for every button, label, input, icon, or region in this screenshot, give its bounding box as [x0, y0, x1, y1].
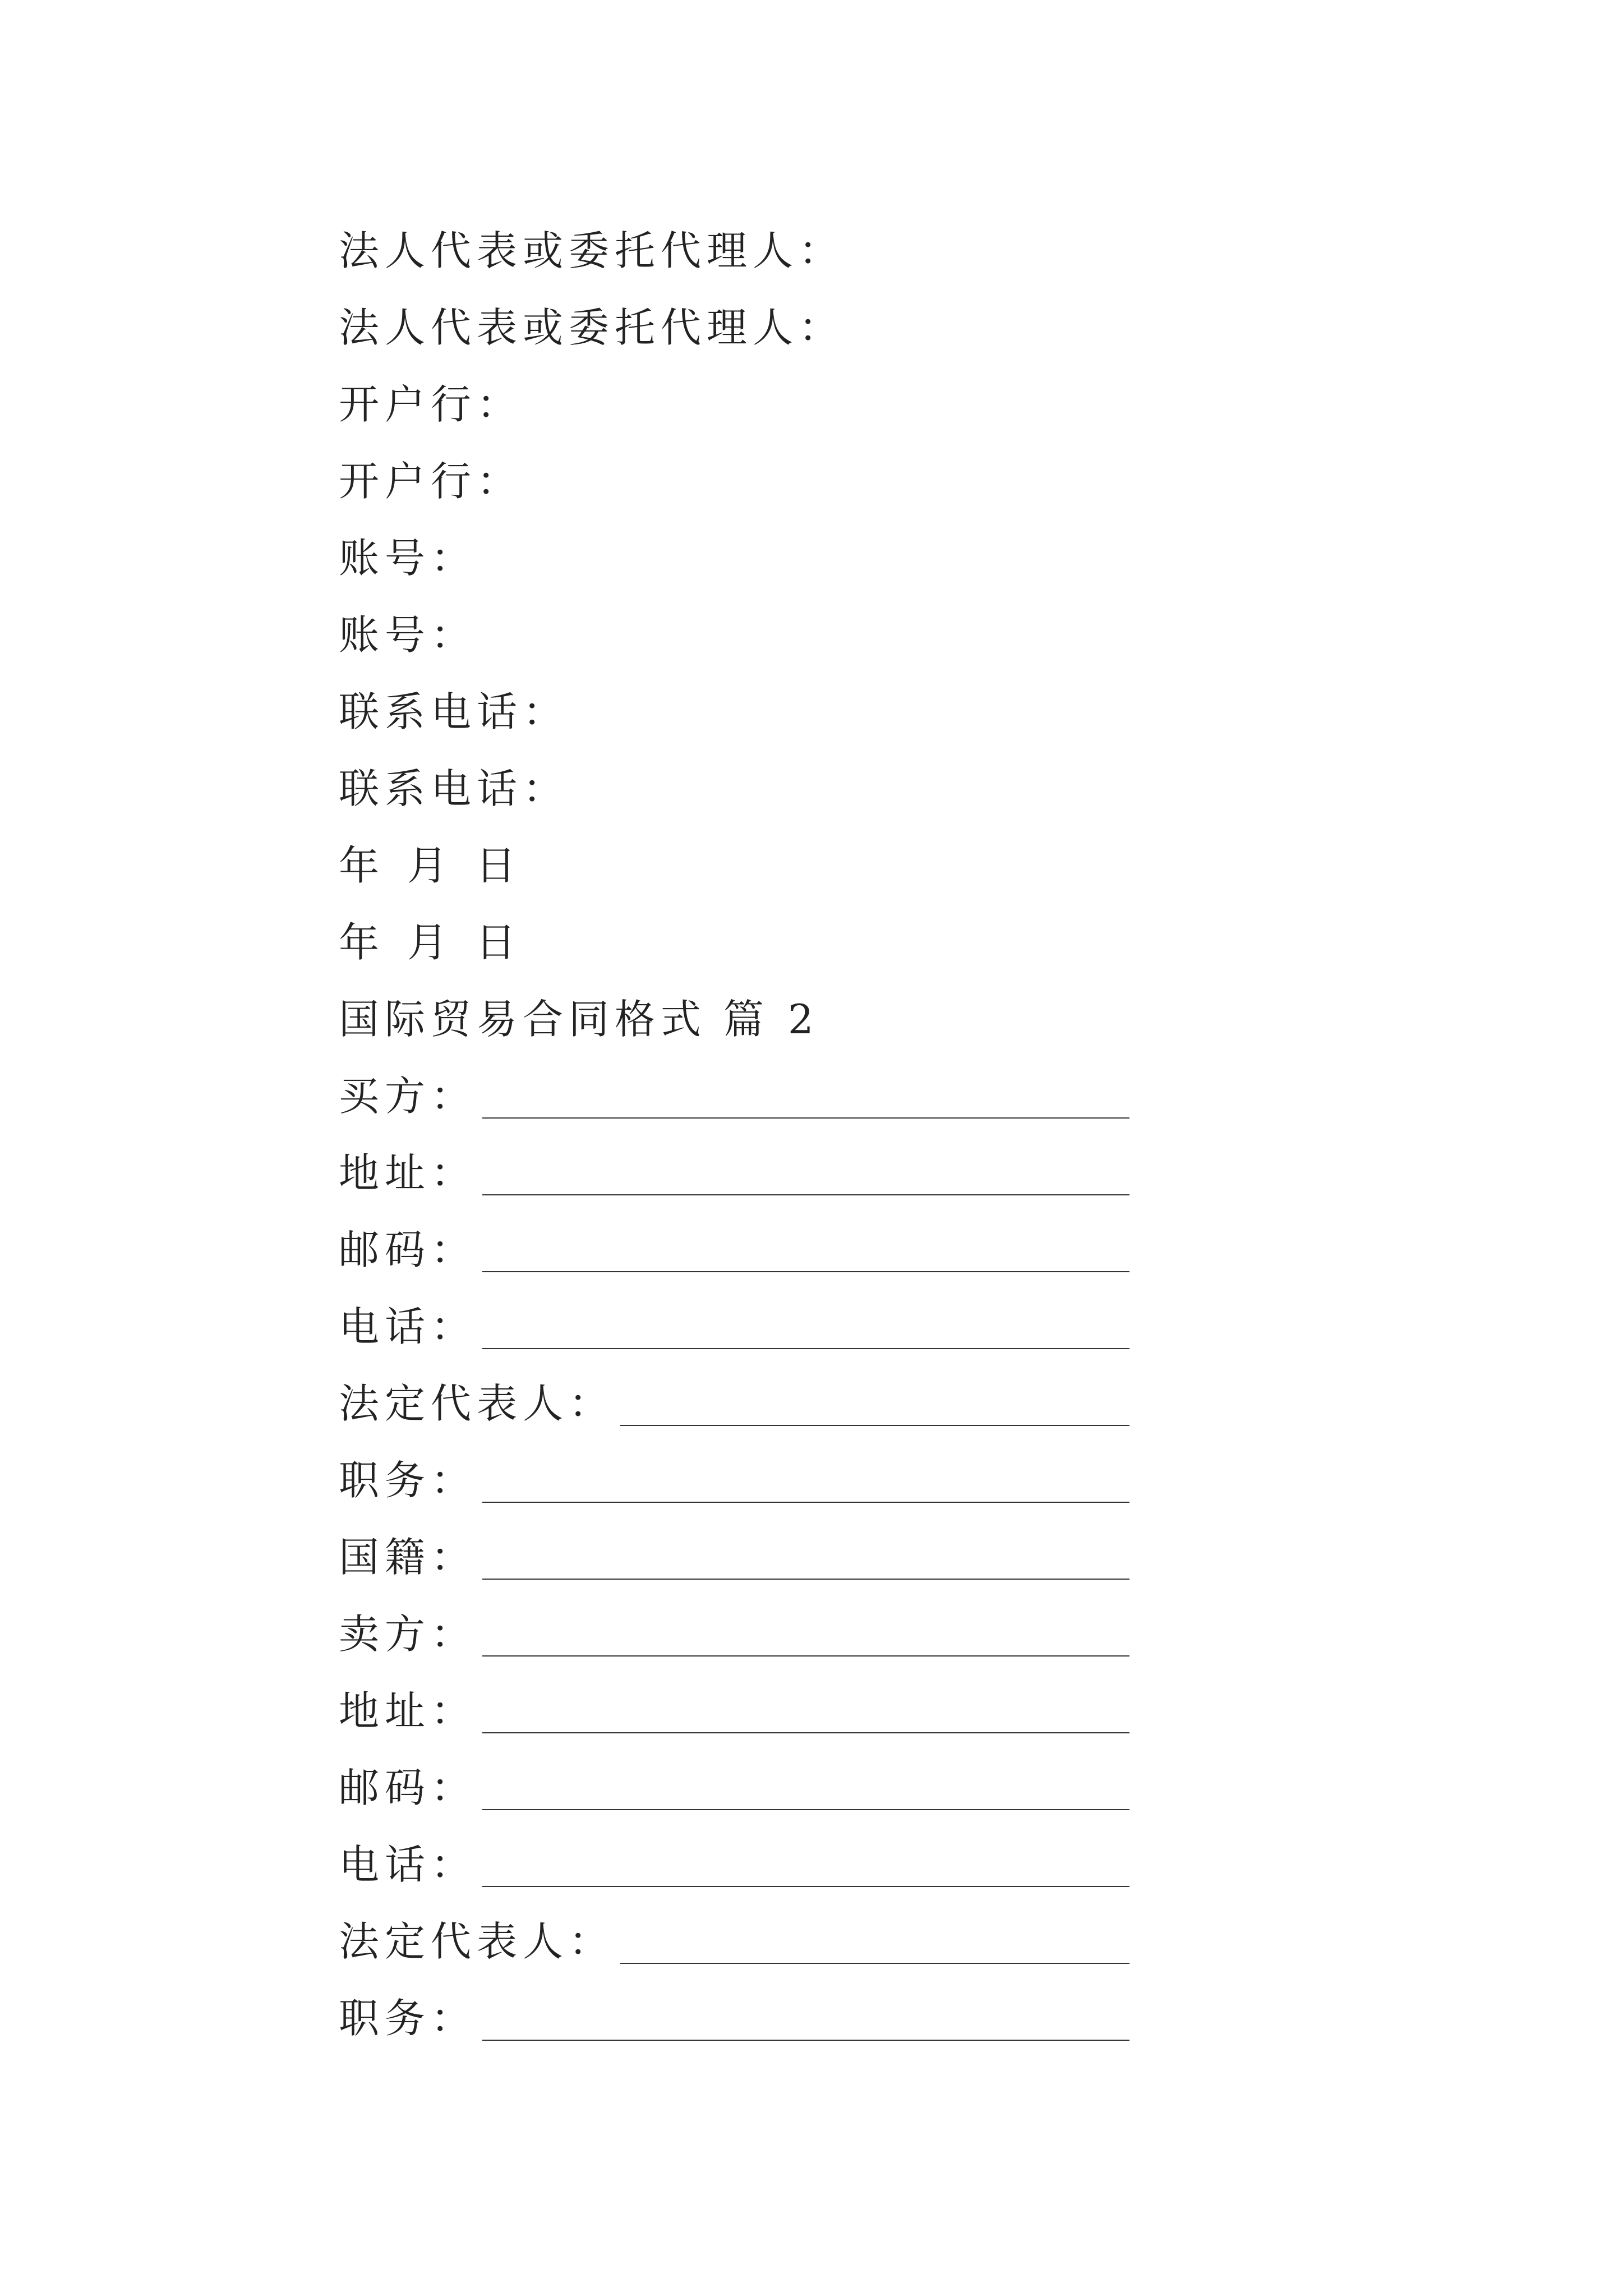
- field-label: 职务：: [339, 1994, 477, 2042]
- fill-in-blank[interactable]: [620, 1386, 1129, 1426]
- form-field-seller: [339, 1592, 1129, 1669]
- phone-label: 联系电话：: [339, 765, 569, 812]
- date-line: [339, 900, 1135, 977]
- field-label: 法定代表人：: [339, 1379, 615, 1427]
- phone-line: [339, 670, 1135, 747]
- fill-in-blank[interactable]: [482, 1155, 1129, 1195]
- date-day: 日: [476, 918, 522, 966]
- field-label: 买方：: [339, 1072, 477, 1120]
- form-field-position: [339, 1976, 1129, 2053]
- fill-in-blank[interactable]: [482, 1770, 1129, 1810]
- form-field-legal-rep: [339, 1361, 1129, 1438]
- date-year: 年: [339, 841, 385, 889]
- signature-label: 法人代表或委托代理人：: [339, 227, 845, 274]
- form-field-phone: [339, 1823, 1129, 1899]
- fill-in-blank[interactable]: [482, 1847, 1129, 1887]
- phone-label: 联系电话：: [339, 688, 569, 735]
- field-label: 邮码：: [339, 1226, 477, 1273]
- field-label: 国籍：: [339, 1533, 477, 1581]
- signature-label: 法人代表或委托代理人：: [339, 303, 845, 351]
- date-year: 年: [339, 918, 385, 966]
- fill-in-blank[interactable]: [482, 1462, 1129, 1503]
- field-label: 电话：: [339, 1303, 477, 1350]
- bank-label: 开户行：: [339, 457, 523, 505]
- account-line: [339, 516, 1135, 593]
- account-line: [339, 593, 1135, 670]
- bank-line: [339, 439, 1135, 516]
- bank-line: [339, 362, 1135, 439]
- section-title: 国际贸易合同格式: [339, 995, 707, 1043]
- fill-in-blank[interactable]: [620, 1924, 1129, 1964]
- phone-line: [339, 747, 1135, 823]
- page-content: [339, 209, 1135, 2053]
- form-field-postcode: [339, 1208, 1129, 1285]
- fill-in-blank[interactable]: [482, 1309, 1129, 1349]
- fill-in-blank[interactable]: [482, 1078, 1129, 1119]
- signature-line: [339, 209, 1135, 286]
- date-month: 月: [407, 918, 454, 966]
- field-label: 电话：: [339, 1841, 477, 1888]
- field-label: 法定代表人：: [339, 1917, 615, 1965]
- fill-in-blank[interactable]: [482, 1232, 1129, 1272]
- field-label: 地址：: [339, 1149, 477, 1197]
- account-label: 账号：: [339, 534, 477, 582]
- fill-in-blank[interactable]: [482, 1616, 1129, 1657]
- bank-label: 开户行：: [339, 380, 523, 428]
- form-field-position: [339, 1438, 1129, 1515]
- fill-in-blank[interactable]: [482, 2000, 1129, 2041]
- fill-in-blank[interactable]: [482, 1539, 1129, 1580]
- section-heading: [339, 977, 1135, 1054]
- date-month: 月: [407, 841, 454, 889]
- form-field-address: [339, 1131, 1129, 1208]
- form-field-buyer: [339, 1054, 1129, 1131]
- field-label: 地址：: [339, 1687, 477, 1734]
- field-label: 职务：: [339, 1456, 477, 1504]
- field-label: 邮码：: [339, 1764, 477, 1811]
- date-line: [339, 823, 1135, 900]
- form-field-legal-rep: [339, 1899, 1129, 1976]
- form-field-nationality: [339, 1515, 1129, 1592]
- signature-line: [339, 286, 1135, 362]
- form-field-address: [339, 1669, 1129, 1746]
- field-label: 卖方：: [339, 1610, 477, 1658]
- section-number: 篇 2: [723, 995, 819, 1043]
- form-field-phone: [339, 1285, 1129, 1361]
- fill-in-blank[interactable]: [482, 1693, 1129, 1733]
- form-field-postcode: [339, 1746, 1129, 1823]
- account-label: 账号：: [339, 611, 477, 659]
- date-day: 日: [476, 841, 522, 889]
